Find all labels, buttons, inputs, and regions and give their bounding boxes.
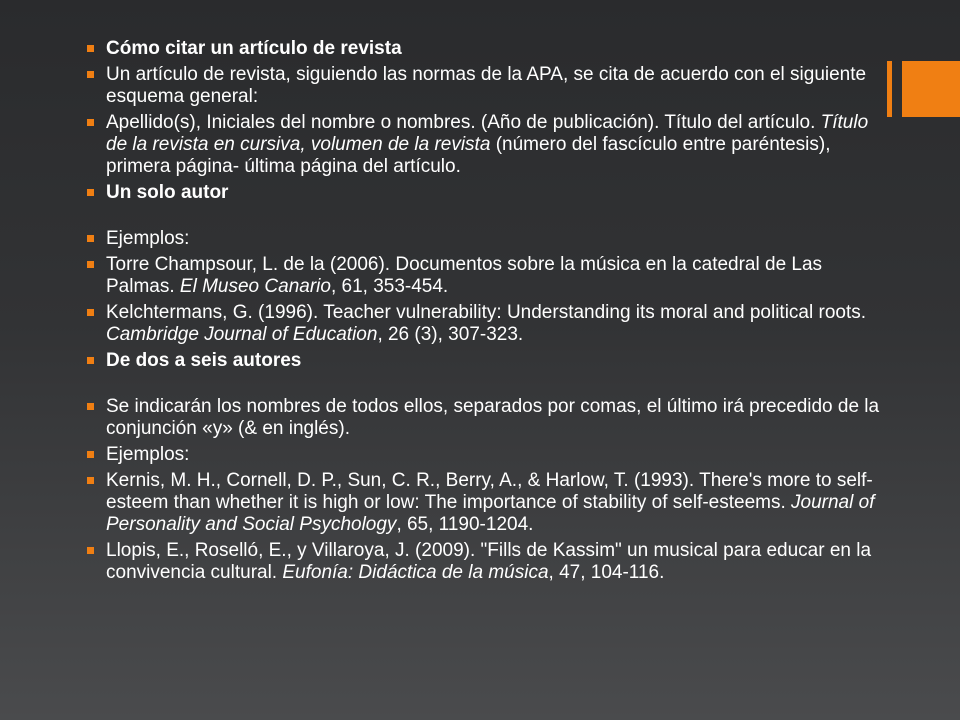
square-bullet-icon	[87, 261, 94, 268]
reference-text	[106, 470, 874, 535]
bullet-list	[86, 38, 886, 588]
list-item	[86, 38, 886, 60]
heading-de-dos-a-seis: De dos a seis autores	[106, 350, 302, 371]
text-part: , 61, 353-454.	[330, 276, 449, 297]
item-text	[106, 112, 868, 177]
heading-como-citar: Cómo citar un artículo de revista	[106, 38, 402, 59]
text-part: (número del fascículo entre paréntesis), primera página- última página del artículo.	[106, 134, 831, 177]
list-item	[86, 302, 886, 346]
square-bullet-icon	[87, 189, 94, 196]
list-item	[86, 396, 886, 440]
list-item	[86, 470, 886, 536]
list-item	[86, 112, 886, 178]
reference-text	[106, 540, 871, 583]
heading-un-solo-autor: Un solo autor	[106, 182, 229, 203]
text-part: Apellido(s), Iniciales del nombre o nombres. (Año de publicación). Título del artículo.	[106, 112, 821, 133]
square-bullet-icon	[87, 451, 94, 458]
reference-text	[106, 254, 822, 297]
square-bullet-icon	[87, 71, 94, 78]
square-bullet-icon	[87, 309, 94, 316]
accent-bar-block	[902, 61, 960, 117]
italic-text: Journal of Personality and Social Psychology	[106, 492, 875, 535]
italic-text: El Museo Canario	[179, 276, 331, 297]
text-part: , 47, 104-116.	[548, 562, 665, 583]
text-part: , 26 (3), 307-323.	[377, 324, 524, 345]
list-item	[86, 444, 886, 466]
square-bullet-icon	[87, 45, 94, 52]
text-part: Torre Champsour, L. de la (2006). Documentos sobre la música en la catedral de Las Palmas.	[106, 254, 823, 297]
square-bullet-icon	[87, 357, 94, 364]
item-text: Un artículo de revista, siguiendo las normas de la APA, se cita de acuerdo con el siguiente esquema general:	[106, 64, 867, 107]
list-item	[86, 182, 886, 204]
list-item	[86, 254, 886, 298]
text-part: , 65, 1190-1204.	[396, 514, 534, 535]
list-item	[86, 64, 886, 108]
list-item	[86, 350, 886, 372]
item-text: Ejemplos:	[106, 444, 190, 465]
italic-text: Eufonía: Didáctica de la música	[282, 562, 549, 583]
text-part: Llopis, E., Roselló, E., y Villaroya, J. (2009). "Fills de Kassim" un musical para educar en la convivencia cultural.	[106, 540, 872, 583]
list-item	[86, 540, 886, 584]
square-bullet-icon	[87, 235, 94, 242]
italic-text: Título de la revista en cursiva, volumen de la revista	[106, 112, 869, 155]
square-bullet-icon	[87, 119, 94, 126]
list-item	[86, 228, 886, 250]
reference-text	[106, 302, 866, 345]
item-text: Ejemplos:	[106, 228, 190, 249]
text-part: Kernis, M. H., Cornell, D. P., Sun, C. R., Berry, A., & Harlow, T. (1993). There's more to self-esteem than whether it is high or low: The importance of stability of self-esteems.	[106, 470, 873, 513]
square-bullet-icon	[87, 403, 94, 410]
accent-bar-thin	[887, 61, 892, 117]
item-text: Se indicarán los nombres de todos ellos, separados por comas, el último irá precedido de la conjunción «y» (& en inglés).	[106, 396, 880, 439]
square-bullet-icon	[87, 547, 94, 554]
italic-text: Cambridge Journal of Education	[106, 324, 378, 345]
text-part: Kelchtermans, G. (1996). Teacher vulnerability: Understanding its moral and political roots.	[106, 302, 867, 323]
square-bullet-icon	[87, 477, 94, 484]
